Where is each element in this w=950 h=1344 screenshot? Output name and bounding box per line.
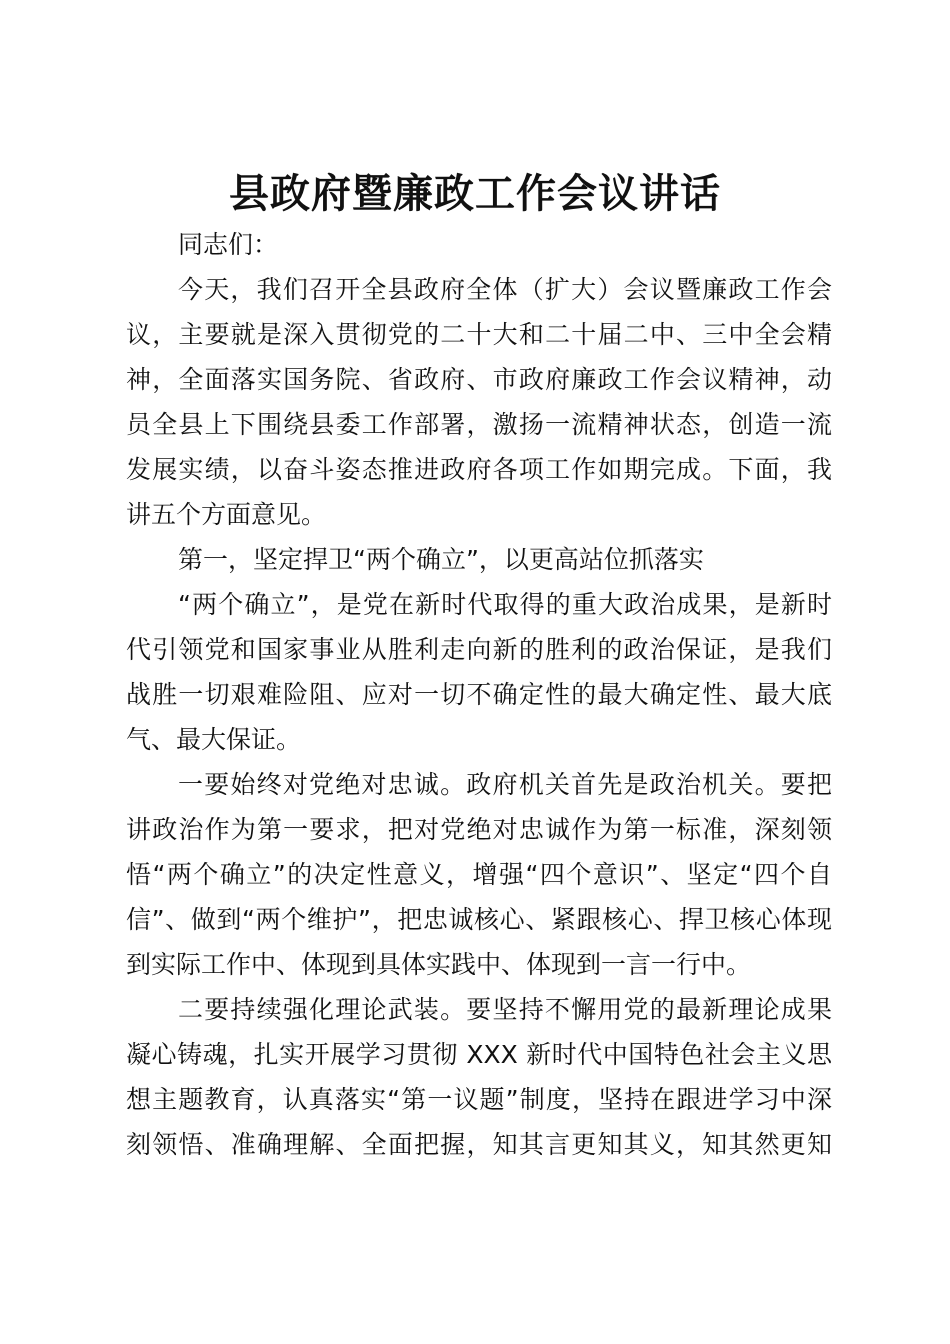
text-line: 同志们： — [178, 230, 279, 259]
text-line: 今天，我们召开全县政府全体（扩大）会议暨廉政工作会 — [178, 275, 832, 304]
text-line: “两个确立”，是党在新时代取得的重大政治成果，是新时 — [178, 590, 832, 619]
text-line: 讲政治作为第一要求，把对党绝对忠诚作为第一标准，深刻领 — [126, 815, 832, 844]
text-line: 神，全面落实国务院、省政府、市政府廉政工作会议精神，动 — [126, 365, 832, 394]
text-line: 信”、做到“两个维护”，把忠诚核心、紧跟核心、捍卫核心体现 — [126, 905, 832, 934]
text-line: 一要始终对党绝对忠诚。政府机关首先是政治机关。要把 — [178, 770, 832, 799]
text-line: 气、最大保证。 — [126, 725, 302, 754]
text-line: 员全县上下围绕县委工作部署，激扬一流精神状态，创造一流 — [126, 410, 832, 439]
text-line: 发展实绩，以奋斗姿态推进政府各项工作如期完成。下面，我 — [126, 455, 832, 484]
text-line: 讲五个方面意见。 — [126, 500, 327, 529]
document-body — [126, 222, 832, 1167]
text-line: 想主题教育，认真落实“第一议题”制度，坚持在跟进学习中深 — [126, 1085, 832, 1114]
text-line: 战胜一切艰难险阻、应对一切不确定性的最大确定性、最大底 — [126, 680, 832, 709]
text-line: 凝心铸魂，扎实开展学习贯彻 XXX 新时代中国特色社会主义思 — [126, 1040, 832, 1069]
document-title: 县政府暨廉政工作会议讲话 — [229, 170, 721, 217]
text-line: 悟“两个确立”的决定性意义，增强“四个意识”、坚定“四个自 — [126, 860, 832, 889]
text-line: 第一，坚定捍卫“两个确立”，以更高站位抓落实 — [178, 545, 704, 574]
text-line: 议，主要就是深入贯彻党的二十大和二十届二中、三中全会精 — [126, 320, 832, 349]
text-line: 二要持续强化理论武装。要坚持不懈用党的最新理论成果 — [178, 995, 832, 1024]
text-line: 刻领悟、准确理解、全面把握，知其言更知其义，知其然更知 — [126, 1130, 832, 1159]
text-line: 代引领党和国家事业从胜利走向新的胜利的政治保证，是我们 — [126, 635, 832, 664]
text-line: 到实际工作中、体现到具体实践中、体现到一言一行中。 — [126, 950, 752, 979]
